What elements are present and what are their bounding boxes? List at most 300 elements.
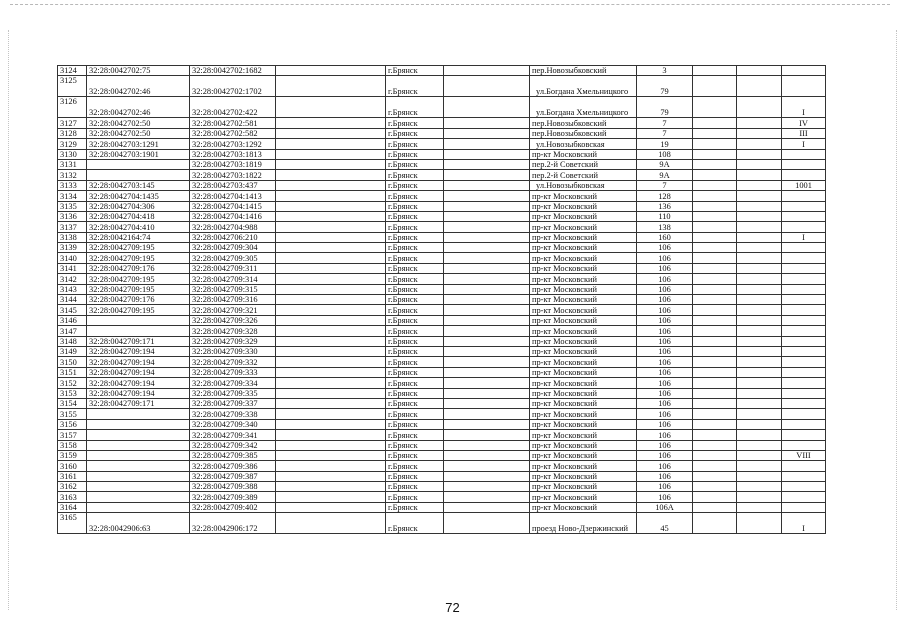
- row-number-cell: 3133: [58, 180, 87, 190]
- premises-number-cell: [782, 492, 826, 502]
- row-number-cell: 3146: [58, 315, 87, 325]
- premises-number-cell: [782, 263, 826, 273]
- street-cell: пр-кт Московский: [530, 326, 637, 336]
- empty-cell: [737, 367, 782, 377]
- city-cell: г.Брянск: [386, 367, 444, 377]
- empty-cell: [737, 482, 782, 492]
- cadastral-number-cell: 32:28:0042709:341: [190, 430, 276, 440]
- premises-number-cell: [782, 243, 826, 253]
- house-number-cell: 106: [637, 430, 693, 440]
- empty-cell: [693, 482, 737, 492]
- cadastral-number-cell: 32:28:0042709:305: [190, 253, 276, 263]
- empty-cell: [693, 66, 737, 76]
- row-number-cell: 3161: [58, 471, 87, 481]
- city-cell: г.Брянск: [386, 450, 444, 460]
- empty-cell: [276, 97, 386, 118]
- table-row: [58, 482, 826, 492]
- city-cell: г.Брянск: [386, 76, 444, 97]
- street-cell: пр-кт Московский: [530, 471, 637, 481]
- empty-cell: [737, 149, 782, 159]
- table-row: [58, 440, 826, 450]
- table-row: [58, 118, 826, 128]
- table-row: [58, 450, 826, 460]
- row-number-cell: 3164: [58, 502, 87, 512]
- empty-cell: [276, 419, 386, 429]
- empty-cell: [276, 180, 386, 190]
- row-number-cell: 3159: [58, 450, 87, 460]
- row-number-cell: 3141: [58, 263, 87, 273]
- city-cell: г.Брянск: [386, 305, 444, 315]
- cadastral-number-cell: 32:28:0042709:386: [190, 461, 276, 471]
- empty-cell: [276, 76, 386, 97]
- empty-cell: [693, 513, 737, 534]
- empty-cell: [276, 398, 386, 408]
- row-number-cell: 3153: [58, 388, 87, 398]
- empty-cell: [444, 461, 530, 471]
- empty-cell: [444, 159, 530, 169]
- row-number-cell: 3149: [58, 346, 87, 356]
- parent-cadastral-number-cell: [87, 450, 190, 460]
- street-cell: пер.2-й Советский: [530, 159, 637, 169]
- row-number-cell: 3143: [58, 284, 87, 294]
- empty-cell: [693, 471, 737, 481]
- premises-number-cell: [782, 149, 826, 159]
- city-cell: г.Брянск: [386, 492, 444, 502]
- empty-cell: [276, 388, 386, 398]
- premises-number-cell: [782, 274, 826, 284]
- row-number-cell: 3147: [58, 326, 87, 336]
- row-number-cell: 3162: [58, 482, 87, 492]
- table-row: [58, 76, 826, 97]
- premises-number-cell: [782, 461, 826, 471]
- parent-cadastral-number-cell: 32:28:0042703:1291: [87, 139, 190, 149]
- cadastral-number-cell: 32:28:0042706:210: [190, 232, 276, 242]
- row-number-cell: 3139: [58, 243, 87, 253]
- parent-cadastral-number-cell: [87, 471, 190, 481]
- table-row: [58, 346, 826, 356]
- cadastral-number-cell: 32:28:0042703:1822: [190, 170, 276, 180]
- empty-cell: [693, 326, 737, 336]
- table-row: [58, 471, 826, 481]
- premises-number-cell: [782, 201, 826, 211]
- street-cell: пр-кт Московский: [530, 346, 637, 356]
- parent-cadastral-number-cell: 32:28:0042709:171: [87, 398, 190, 408]
- parent-cadastral-number-cell: [87, 409, 190, 419]
- city-cell: г.Брянск: [386, 66, 444, 76]
- house-number-cell: 106: [637, 346, 693, 356]
- parent-cadastral-number-cell: [87, 430, 190, 440]
- house-number-cell: 106: [637, 409, 693, 419]
- empty-cell: [444, 295, 530, 305]
- empty-cell: [737, 118, 782, 128]
- city-cell: г.Брянск: [386, 430, 444, 440]
- table-row: [58, 305, 826, 315]
- row-number-cell: 3148: [58, 336, 87, 346]
- parent-cadastral-number-cell: 32:28:0042702:75: [87, 66, 190, 76]
- premises-number-cell: I: [782, 139, 826, 149]
- empty-cell: [276, 284, 386, 294]
- parent-cadastral-number-cell: 32:28:0042709:195: [87, 243, 190, 253]
- street-cell: пр-кт Московский: [530, 295, 637, 305]
- street-cell: пер.Новозыбковский: [530, 66, 637, 76]
- empty-cell: [276, 211, 386, 221]
- cadastral-number-cell: 32:28:0042709:329: [190, 336, 276, 346]
- street-cell: пр-кт Московский: [530, 409, 637, 419]
- cadastral-number-cell: 32:28:0042702:581: [190, 118, 276, 128]
- street-cell: пр-кт Московский: [530, 274, 637, 284]
- street-cell: пр-кт Московский: [530, 263, 637, 273]
- table-row: [58, 159, 826, 169]
- table-row: [58, 274, 826, 284]
- table-row: [58, 398, 826, 408]
- city-cell: г.Брянск: [386, 149, 444, 159]
- empty-cell: [444, 118, 530, 128]
- parent-cadastral-number-cell: [87, 315, 190, 325]
- table-row: [58, 128, 826, 138]
- row-number-cell: 3145: [58, 305, 87, 315]
- cadastral-number-cell: 32:28:0042703:437: [190, 180, 276, 190]
- table-row: [58, 191, 826, 201]
- empty-cell: [444, 263, 530, 273]
- premises-number-cell: [782, 170, 826, 180]
- row-number-cell: 3140: [58, 253, 87, 263]
- house-number-cell: 106: [637, 295, 693, 305]
- row-number-cell: 3154: [58, 398, 87, 408]
- empty-cell: [693, 211, 737, 221]
- table-row: [58, 336, 826, 346]
- empty-cell: [737, 502, 782, 512]
- row-number-cell: 3137: [58, 222, 87, 232]
- parent-cadastral-number-cell: 32:28:0042709:194: [87, 388, 190, 398]
- empty-cell: [276, 222, 386, 232]
- premises-number-cell: [782, 388, 826, 398]
- premises-number-cell: [782, 440, 826, 450]
- empty-cell: [276, 357, 386, 367]
- empty-cell: [693, 450, 737, 460]
- parent-cadastral-number-cell: [87, 170, 190, 180]
- premises-number-cell: [782, 159, 826, 169]
- cadastral-number-cell: 32:28:0042704:1415: [190, 201, 276, 211]
- premises-number-cell: [782, 398, 826, 408]
- premises-number-cell: [782, 471, 826, 481]
- premises-number-cell: [782, 336, 826, 346]
- empty-cell: [276, 191, 386, 201]
- empty-cell: [444, 440, 530, 450]
- row-number-cell: 3125: [58, 76, 87, 97]
- house-number-cell: 7: [637, 128, 693, 138]
- empty-cell: [693, 97, 737, 118]
- city-cell: г.Брянск: [386, 253, 444, 263]
- table-row: [58, 180, 826, 190]
- street-cell: ул.Богдана Хмельницкого: [530, 76, 637, 97]
- house-number-cell: 9А: [637, 170, 693, 180]
- street-cell: пр-кт Московский: [530, 222, 637, 232]
- table-row: [58, 388, 826, 398]
- cadastral-number-cell: 32:28:0042709:338: [190, 409, 276, 419]
- empty-cell: [737, 346, 782, 356]
- house-number-cell: 106: [637, 253, 693, 263]
- empty-cell: [693, 159, 737, 169]
- city-cell: г.Брянск: [386, 471, 444, 481]
- empty-cell: [444, 492, 530, 502]
- page-number: 72: [445, 600, 460, 615]
- cadastral-number-cell: 32:28:0042709:340: [190, 419, 276, 429]
- street-cell: пр-кт Московский: [530, 398, 637, 408]
- cadastral-number-cell: 32:28:0042709:333: [190, 367, 276, 377]
- empty-cell: [276, 409, 386, 419]
- row-number-cell: 3165: [58, 513, 87, 534]
- empty-cell: [737, 274, 782, 284]
- parent-cadastral-number-cell: 32:28:0042704:1435: [87, 191, 190, 201]
- parent-cadastral-number-cell: 32:28:0042702:46: [87, 97, 190, 118]
- row-number-cell: 3157: [58, 430, 87, 440]
- parent-cadastral-number-cell: [87, 461, 190, 471]
- house-number-cell: 9А: [637, 159, 693, 169]
- house-number-cell: 106: [637, 492, 693, 502]
- house-number-cell: 106: [637, 367, 693, 377]
- street-cell: пр-кт Московский: [530, 243, 637, 253]
- row-number-cell: 3126: [58, 97, 87, 118]
- parent-cadastral-number-cell: [87, 419, 190, 429]
- table-row: [58, 409, 826, 419]
- parent-cadastral-number-cell: 32:28:0042709:195: [87, 274, 190, 284]
- parent-cadastral-number-cell: 32:28:0042709:194: [87, 378, 190, 388]
- street-cell: пр-кт Московский: [530, 315, 637, 325]
- city-cell: г.Брянск: [386, 378, 444, 388]
- city-cell: г.Брянск: [386, 263, 444, 273]
- empty-cell: [693, 357, 737, 367]
- house-number-cell: 106: [637, 482, 693, 492]
- street-cell: ул.Новозыбковская: [530, 180, 637, 190]
- table-row: [58, 378, 826, 388]
- street-cell: пр-кт Московский: [530, 440, 637, 450]
- house-number-cell: 106: [637, 274, 693, 284]
- cadastral-number-cell: 32:28:0042709:316: [190, 295, 276, 305]
- empty-cell: [737, 253, 782, 263]
- empty-cell: [444, 253, 530, 263]
- row-number-cell: 3158: [58, 440, 87, 450]
- row-number-cell: 3134: [58, 191, 87, 201]
- parent-cadastral-number-cell: 32:28:0042906:63: [87, 513, 190, 534]
- empty-cell: [737, 201, 782, 211]
- table-row: [58, 326, 826, 336]
- street-cell: пр-кт Московский: [530, 419, 637, 429]
- city-cell: г.Брянск: [386, 409, 444, 419]
- empty-cell: [693, 419, 737, 429]
- house-number-cell: 106: [637, 263, 693, 273]
- street-cell: пр-кт Московский: [530, 357, 637, 367]
- house-number-cell: 108: [637, 149, 693, 159]
- empty-cell: [737, 139, 782, 149]
- parent-cadastral-number-cell: 32:28:0042709:195: [87, 253, 190, 263]
- table-row: [58, 211, 826, 221]
- empty-cell: [444, 336, 530, 346]
- cadastral-number-cell: 32:28:0042709:342: [190, 440, 276, 450]
- city-cell: г.Брянск: [386, 118, 444, 128]
- empty-cell: [693, 295, 737, 305]
- empty-cell: [693, 367, 737, 377]
- empty-cell: [737, 263, 782, 273]
- premises-number-cell: [782, 295, 826, 305]
- empty-cell: [737, 243, 782, 253]
- empty-cell: [737, 513, 782, 534]
- street-cell: пр-кт Московский: [530, 284, 637, 294]
- cadastral-number-cell: 32:28:0042702:1682: [190, 66, 276, 76]
- empty-cell: [276, 471, 386, 481]
- premises-number-cell: [782, 315, 826, 325]
- empty-cell: [444, 305, 530, 315]
- house-number-cell: 79: [637, 97, 693, 118]
- empty-cell: [693, 170, 737, 180]
- empty-cell: [693, 315, 737, 325]
- parent-cadastral-number-cell: 32:28:0042704:410: [87, 222, 190, 232]
- empty-cell: [693, 180, 737, 190]
- cadastral-number-cell: 32:28:0042709:335: [190, 388, 276, 398]
- cadastral-number-cell: 32:28:0042709:385: [190, 450, 276, 460]
- premises-number-cell: [782, 346, 826, 356]
- premises-number-cell: III: [782, 128, 826, 138]
- empty-cell: [737, 180, 782, 190]
- cadastral-number-cell: 32:28:0042709:402: [190, 502, 276, 512]
- table-row: [58, 461, 826, 471]
- street-cell: пр-кт Московский: [530, 378, 637, 388]
- empty-cell: [693, 305, 737, 315]
- empty-cell: [737, 284, 782, 294]
- empty-cell: [276, 118, 386, 128]
- city-cell: г.Брянск: [386, 440, 444, 450]
- empty-cell: [693, 346, 737, 356]
- street-cell: пр-кт Московский: [530, 502, 637, 512]
- house-number-cell: 106: [637, 388, 693, 398]
- empty-cell: [444, 180, 530, 190]
- empty-cell: [444, 430, 530, 440]
- empty-cell: [444, 274, 530, 284]
- street-cell: пр-кт Московский: [530, 149, 637, 159]
- parent-cadastral-number-cell: 32:28:0042702:46: [87, 76, 190, 97]
- empty-cell: [737, 419, 782, 429]
- empty-cell: [276, 315, 386, 325]
- row-number-cell: 3135: [58, 201, 87, 211]
- city-cell: г.Брянск: [386, 128, 444, 138]
- empty-cell: [693, 274, 737, 284]
- empty-cell: [276, 149, 386, 159]
- cadastral-number-cell: 32:28:0042702:582: [190, 128, 276, 138]
- premises-number-cell: [782, 409, 826, 419]
- empty-cell: [737, 170, 782, 180]
- street-cell: пр-кт Московский: [530, 492, 637, 502]
- empty-cell: [444, 191, 530, 201]
- empty-cell: [737, 357, 782, 367]
- parent-cadastral-number-cell: 32:28:0042702:50: [87, 118, 190, 128]
- top-scan-rule: [10, 4, 890, 5]
- cadastral-number-cell: 32:28:0042906:172: [190, 513, 276, 534]
- premises-number-cell: [782, 357, 826, 367]
- empty-cell: [444, 388, 530, 398]
- cadastral-number-cell: 32:28:0042703:1813: [190, 149, 276, 159]
- street-cell: пр-кт Московский: [530, 201, 637, 211]
- empty-cell: [276, 378, 386, 388]
- empty-cell: [737, 305, 782, 315]
- cadastral-number-cell: 32:28:0042702:422: [190, 97, 276, 118]
- street-cell: пр-кт Московский: [530, 388, 637, 398]
- empty-cell: [444, 409, 530, 419]
- table-row: [58, 253, 826, 263]
- empty-cell: [276, 461, 386, 471]
- city-cell: г.Брянск: [386, 232, 444, 242]
- house-number-cell: 106: [637, 398, 693, 408]
- parent-cadastral-number-cell: 32:28:0042704:306: [87, 201, 190, 211]
- premises-number-cell: [782, 430, 826, 440]
- city-cell: г.Брянск: [386, 139, 444, 149]
- empty-cell: [276, 66, 386, 76]
- cadastral-number-cell: 32:28:0042709:330: [190, 346, 276, 356]
- empty-cell: [693, 232, 737, 242]
- empty-cell: [444, 419, 530, 429]
- street-cell: пер.2-й Советский: [530, 170, 637, 180]
- empty-cell: [693, 253, 737, 263]
- house-number-cell: 138: [637, 222, 693, 232]
- row-number-cell: 3144: [58, 295, 87, 305]
- table-row: [58, 263, 826, 273]
- house-number-cell: 106: [637, 378, 693, 388]
- empty-cell: [737, 128, 782, 138]
- empty-cell: [276, 336, 386, 346]
- parent-cadastral-number-cell: 32:28:0042709:195: [87, 284, 190, 294]
- empty-cell: [276, 253, 386, 263]
- premises-number-cell: I: [782, 232, 826, 242]
- empty-cell: [693, 461, 737, 471]
- empty-cell: [737, 326, 782, 336]
- table-row: [58, 295, 826, 305]
- city-cell: г.Брянск: [386, 180, 444, 190]
- parent-cadastral-number-cell: 32:28:0042704:418: [87, 211, 190, 221]
- row-number-cell: 3142: [58, 274, 87, 284]
- row-number-cell: 3156: [58, 419, 87, 429]
- row-number-cell: 3132: [58, 170, 87, 180]
- empty-cell: [693, 149, 737, 159]
- cadastral-number-cell: 32:28:0042709:337: [190, 398, 276, 408]
- empty-cell: [737, 409, 782, 419]
- table-row: [58, 315, 826, 325]
- empty-cell: [737, 461, 782, 471]
- cadastral-number-cell: 32:28:0042709:315: [190, 284, 276, 294]
- street-cell: ул.Новозыбковская: [530, 139, 637, 149]
- empty-cell: [737, 492, 782, 502]
- empty-cell: [693, 284, 737, 294]
- cadastral-number-cell: 32:28:0042709:387: [190, 471, 276, 481]
- premises-number-cell: [782, 502, 826, 512]
- empty-cell: [444, 222, 530, 232]
- house-number-cell: 106: [637, 336, 693, 346]
- street-cell: ул.Богдана Хмельницкого: [530, 97, 637, 118]
- empty-cell: [444, 243, 530, 253]
- cadastral-number-cell: 32:28:0042709:304: [190, 243, 276, 253]
- premises-number-cell: [782, 191, 826, 201]
- cadastral-number-cell: 32:28:0042704:1413: [190, 191, 276, 201]
- house-number-cell: 106: [637, 305, 693, 315]
- street-cell: пр-кт Московский: [530, 305, 637, 315]
- empty-cell: [444, 170, 530, 180]
- empty-cell: [276, 440, 386, 450]
- cadastral-number-cell: 32:28:0042709:332: [190, 357, 276, 367]
- empty-cell: [737, 398, 782, 408]
- empty-cell: [737, 211, 782, 221]
- parent-cadastral-number-cell: 32:28:0042709:176: [87, 263, 190, 273]
- table-row: [58, 201, 826, 211]
- house-number-cell: 106: [637, 461, 693, 471]
- table-row: [58, 357, 826, 367]
- empty-cell: [737, 66, 782, 76]
